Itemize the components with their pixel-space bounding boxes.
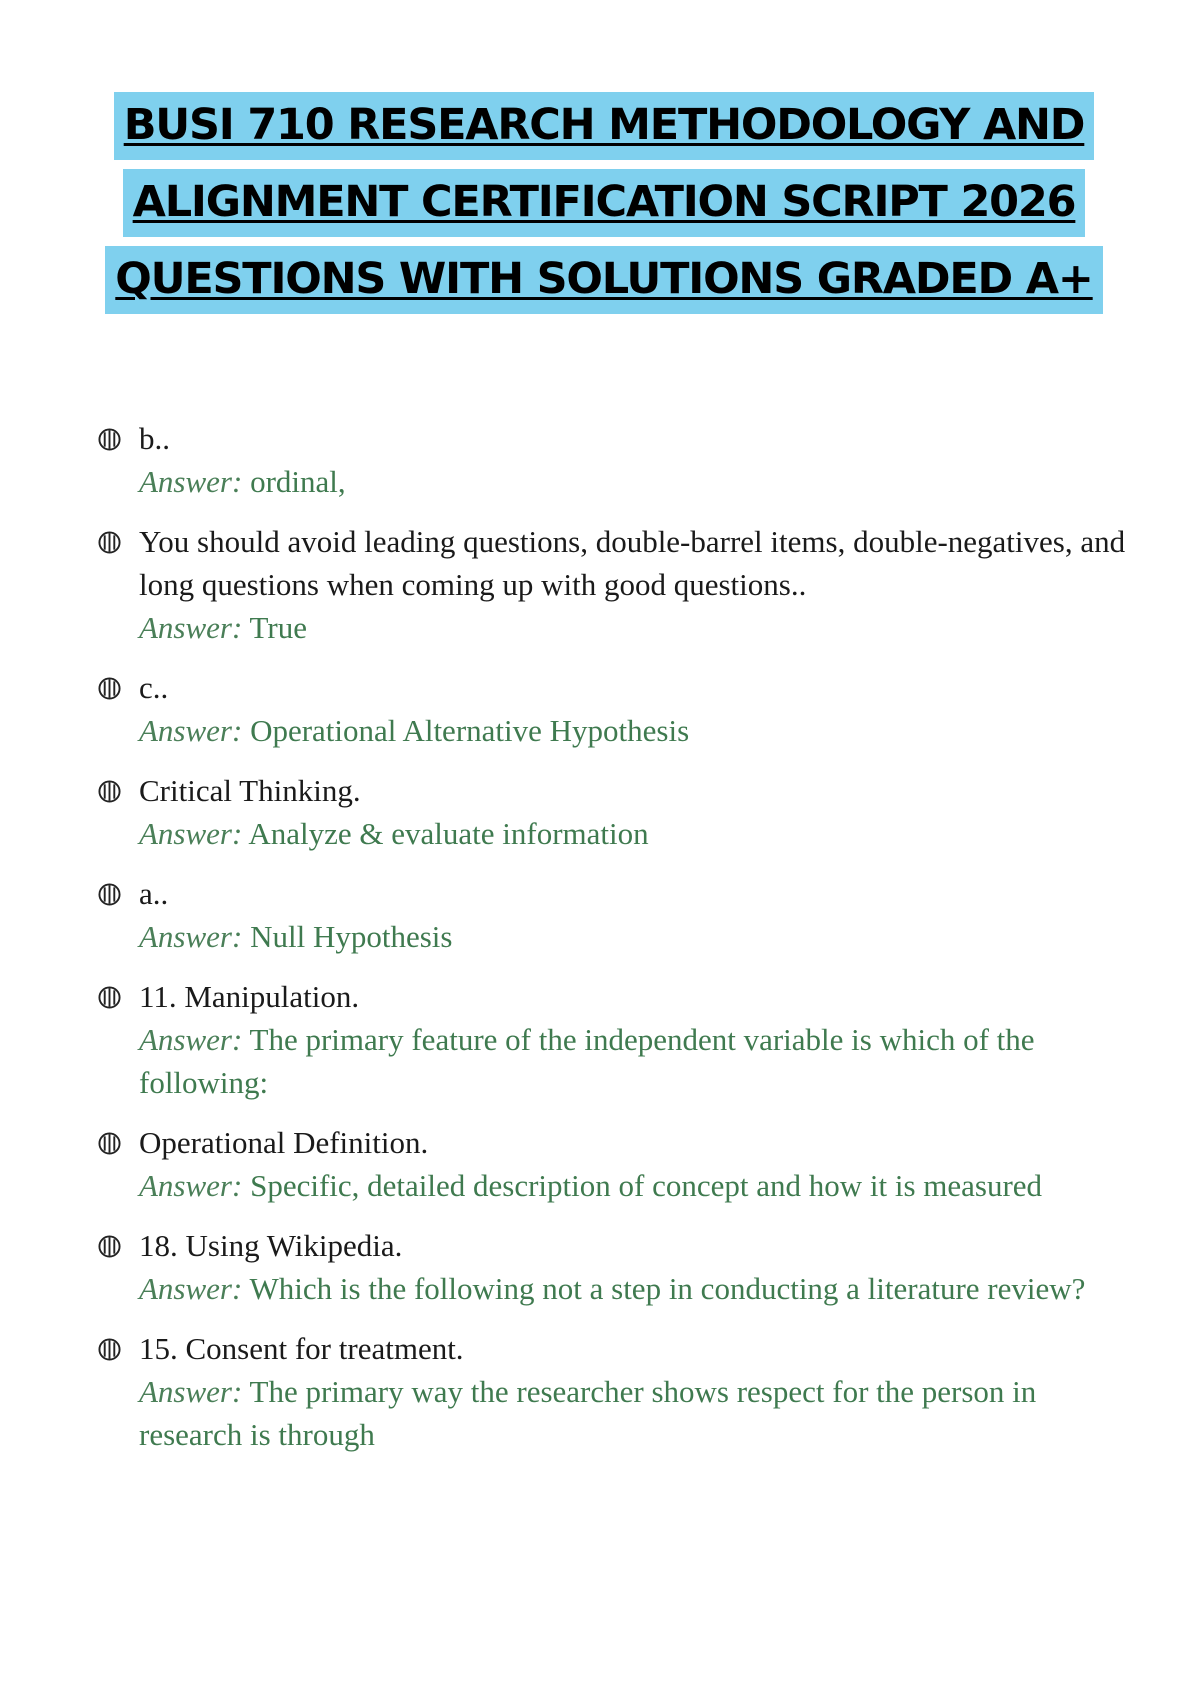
answer-text: The primary feature of the independent variable is which of the following:: [139, 1022, 1035, 1100]
answer-text: Null Hypothesis: [250, 919, 453, 954]
answer-line: [139, 709, 1138, 752]
qa-item: [98, 872, 1138, 958]
answer-label: Answer:: [139, 610, 243, 645]
answer-line: [139, 1370, 1138, 1456]
answer-label: Answer:: [139, 816, 243, 851]
answer-label: Answer:: [139, 1022, 243, 1057]
qa-item: [98, 975, 1138, 1104]
question-text: b..: [139, 421, 170, 456]
striped-circle-bullet-icon: [98, 1338, 121, 1361]
answer-text: Analyze & evaluate information: [248, 816, 649, 851]
question-text: 18. Using Wikipedia.: [139, 1228, 403, 1263]
answer-line: [139, 606, 1138, 649]
answer-line: [139, 1267, 1138, 1310]
qa-item: [98, 417, 1138, 503]
answer-text: Which is the following not a step in conducting a literature review?: [249, 1271, 1086, 1306]
striped-circle-bullet-icon: [98, 780, 121, 803]
title-line-3: QUESTIONS WITH SOLUTIONS GRADED A+: [105, 246, 1102, 314]
question-text: You should avoid leading questions, double-barrel items, double-negatives, and long questions when coming up with good questions..: [139, 524, 1126, 602]
answer-label: Answer:: [139, 1374, 243, 1409]
answer-text: Specific, detailed description of concept and how it is measured: [250, 1168, 1043, 1203]
answer-line: [139, 1018, 1138, 1104]
striped-circle-bullet-icon: [98, 531, 121, 554]
qa-item: [98, 769, 1138, 855]
answer-line: [139, 460, 1138, 503]
title-line-2: ALIGNMENT CERTIFICATION SCRIPT 2026: [123, 169, 1086, 237]
striped-circle-bullet-icon: [98, 428, 121, 451]
striped-circle-bullet-icon: [98, 1235, 121, 1258]
qa-item: [98, 1224, 1138, 1310]
striped-circle-bullet-icon: [98, 677, 121, 700]
striped-circle-bullet-icon: [98, 883, 121, 906]
qa-item: [98, 666, 1138, 752]
title-line-1: BUSI 710 RESEARCH METHODOLOGY AND: [114, 92, 1095, 160]
answer-line: [139, 915, 1138, 958]
qa-list: [98, 417, 1138, 1473]
question-text: Operational Definition.: [139, 1125, 429, 1160]
answer-text: Operational Alternative Hypothesis: [250, 713, 690, 748]
answer-text: The primary way the researcher shows respect for the person in research is through: [139, 1374, 1037, 1452]
striped-circle-bullet-icon: [98, 1132, 121, 1155]
document-title: [74, 92, 1134, 323]
question-text: Critical Thinking.: [139, 773, 361, 808]
answer-line: [139, 812, 1138, 855]
answer-label: Answer:: [139, 1168, 243, 1203]
striped-circle-bullet-icon: [98, 986, 121, 1009]
question-text: 15. Consent for treatment.: [139, 1331, 464, 1366]
answer-text: True: [249, 610, 307, 645]
answer-label: Answer:: [139, 464, 243, 499]
question-text: a..: [139, 876, 169, 911]
answer-text: ordinal,: [250, 464, 346, 499]
answer-label: Answer:: [139, 713, 243, 748]
answer-label: Answer:: [139, 919, 243, 954]
qa-item: [98, 1327, 1138, 1456]
qa-item: [98, 520, 1138, 649]
answer-label: Answer:: [139, 1271, 243, 1306]
question-text: c..: [139, 670, 169, 705]
qa-item: [98, 1121, 1138, 1207]
question-text: 11. Manipulation.: [139, 979, 360, 1014]
answer-line: [139, 1164, 1138, 1207]
